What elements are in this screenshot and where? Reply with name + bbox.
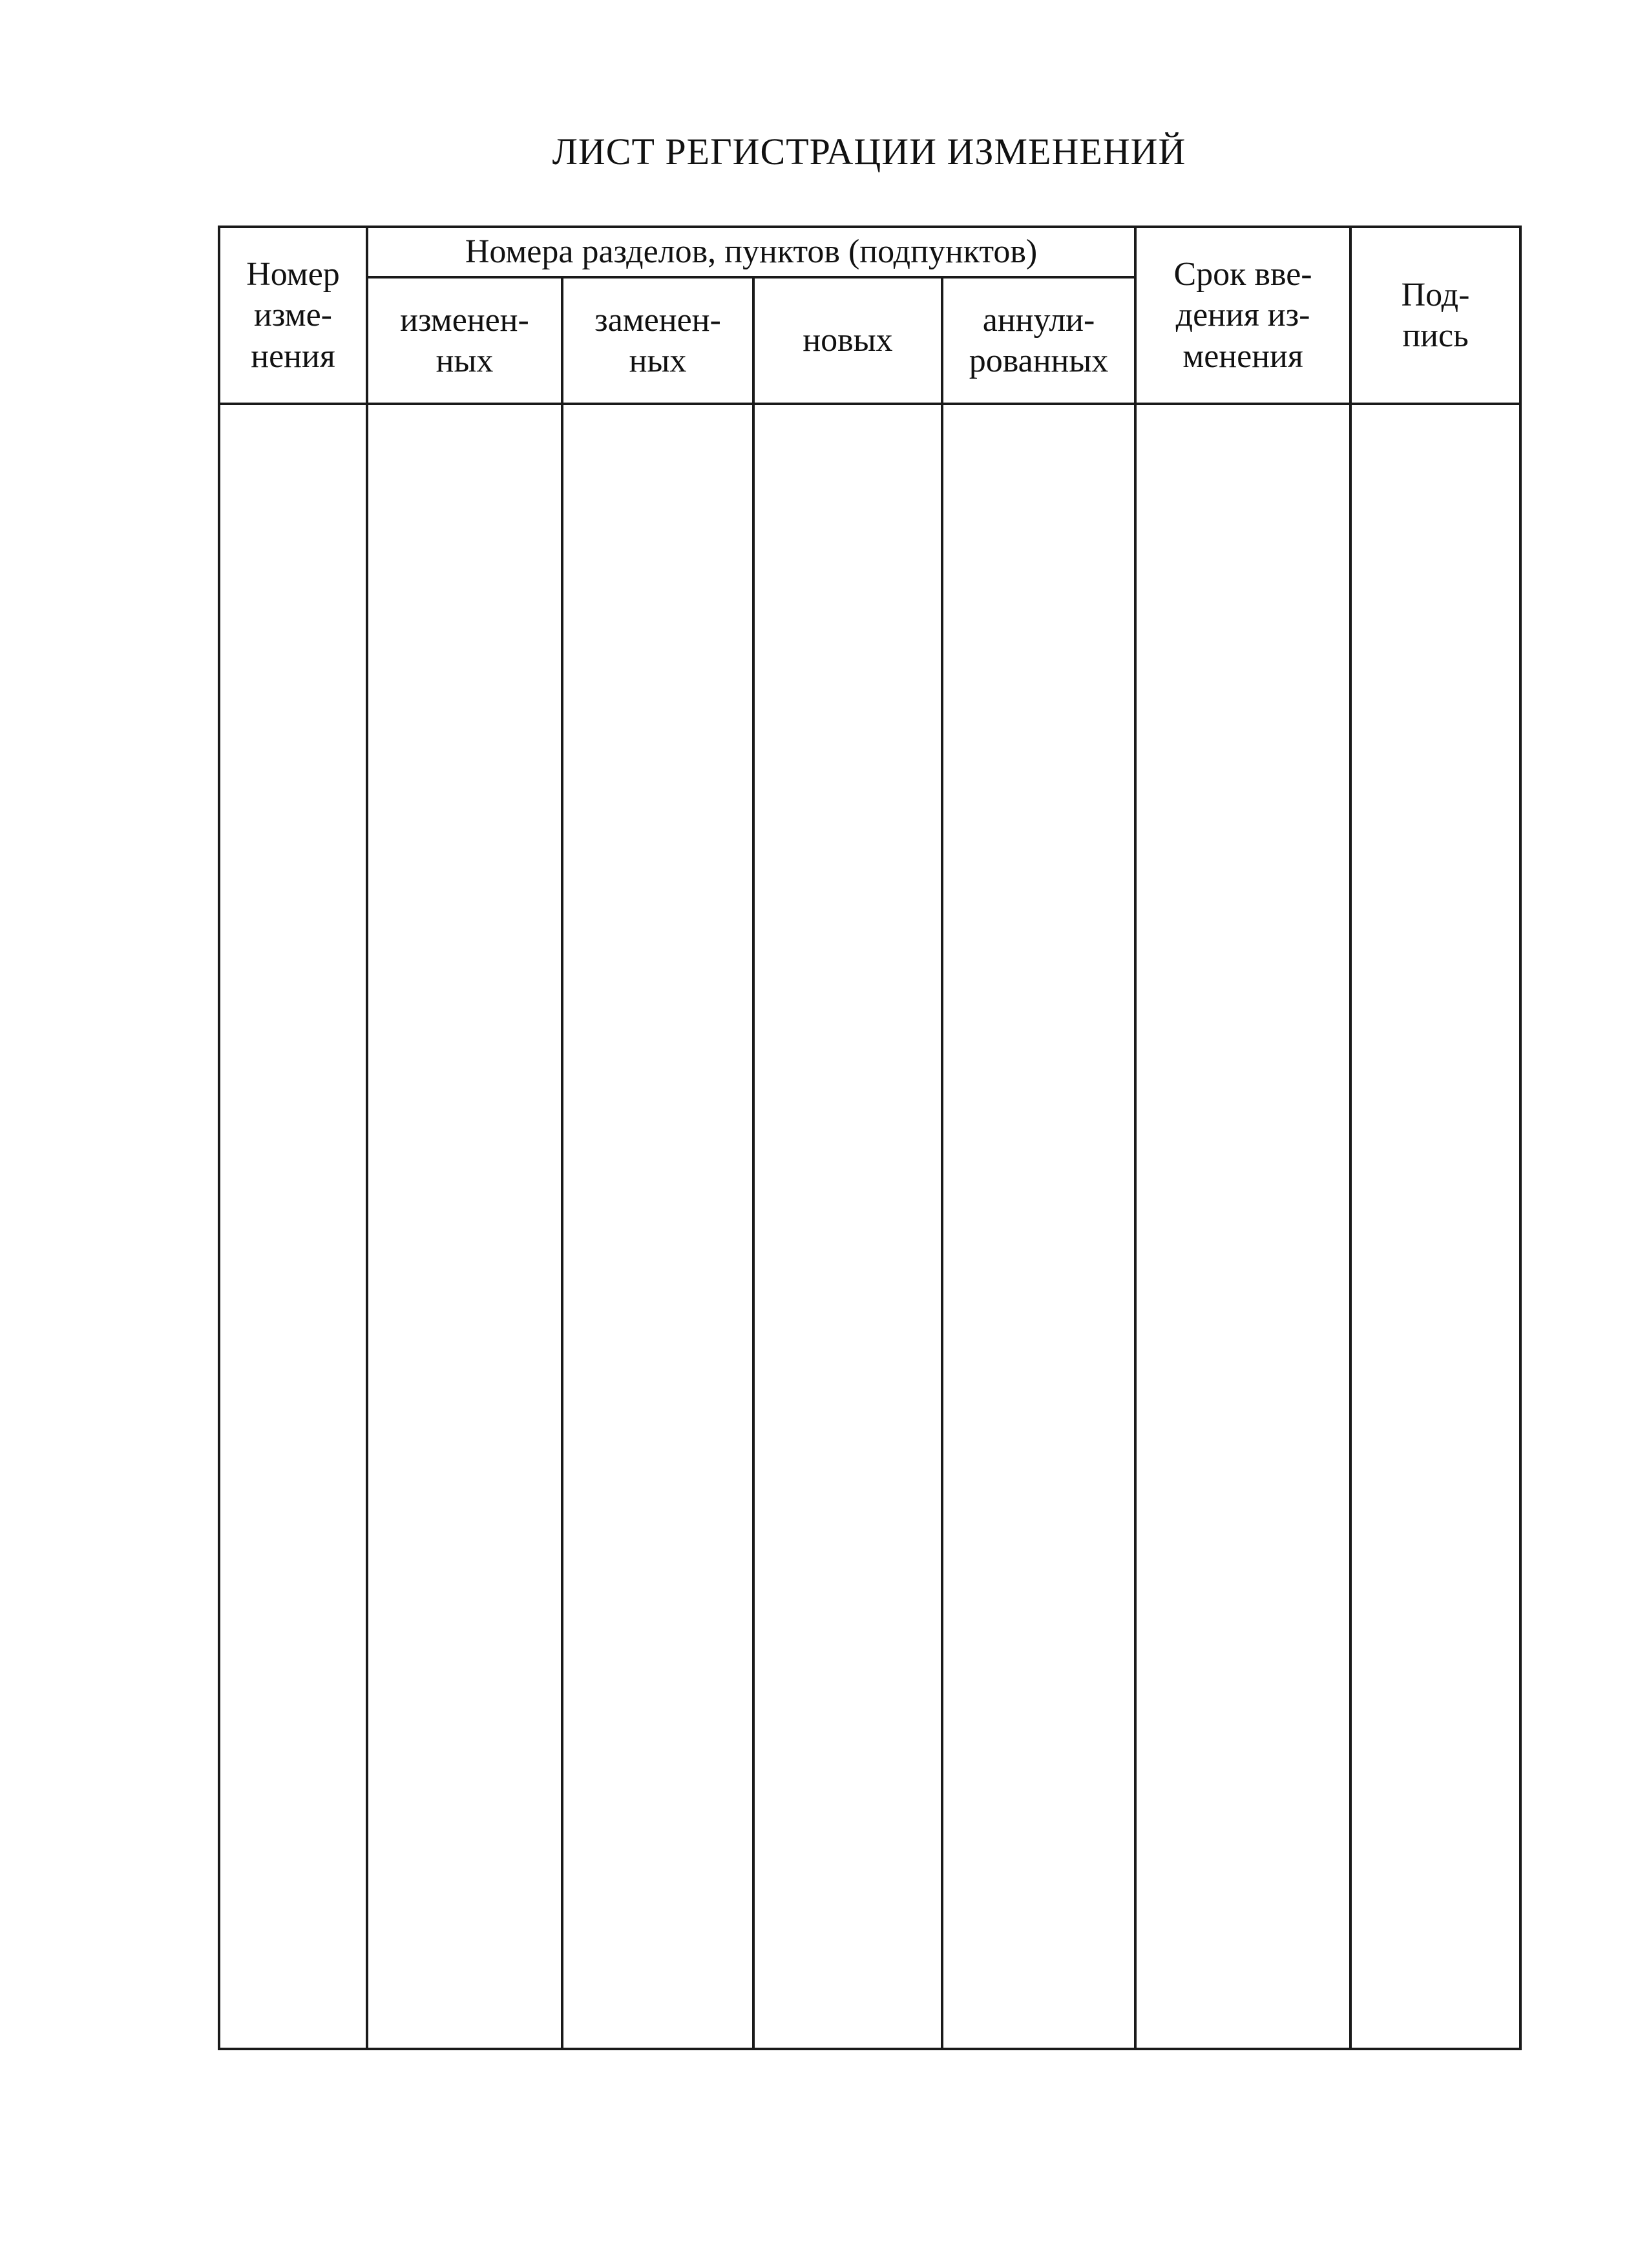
document-title: ЛИСТ РЕГИСТРАЦИИ ИЗМЕНЕНИЙ [552, 131, 1186, 173]
cell-signature [1350, 404, 1520, 2049]
cell-new [753, 404, 942, 2049]
change-registration-table [218, 226, 1522, 2050]
cell-effective-date [1135, 404, 1350, 2049]
header-effective-date: Срок вве- дения из- менения [1135, 227, 1350, 404]
header-annulled: аннули- рованных [942, 277, 1135, 404]
cell-replaced [562, 404, 753, 2049]
header-changed: изменен- ных [367, 277, 562, 404]
table-row [219, 404, 1520, 2049]
header-new: новых [753, 277, 942, 404]
header-signature: Под- пись [1350, 227, 1520, 404]
header-change-number: Номер изме- нения [219, 227, 367, 404]
cell-change-number [219, 404, 367, 2049]
cell-changed [367, 404, 562, 2049]
header-row-top [219, 227, 1520, 277]
header-replaced: заменен- ных [562, 277, 753, 404]
header-section-numbers: Номера разделов, пунктов (подпунктов) [367, 227, 1135, 277]
cell-annulled [942, 404, 1135, 2049]
